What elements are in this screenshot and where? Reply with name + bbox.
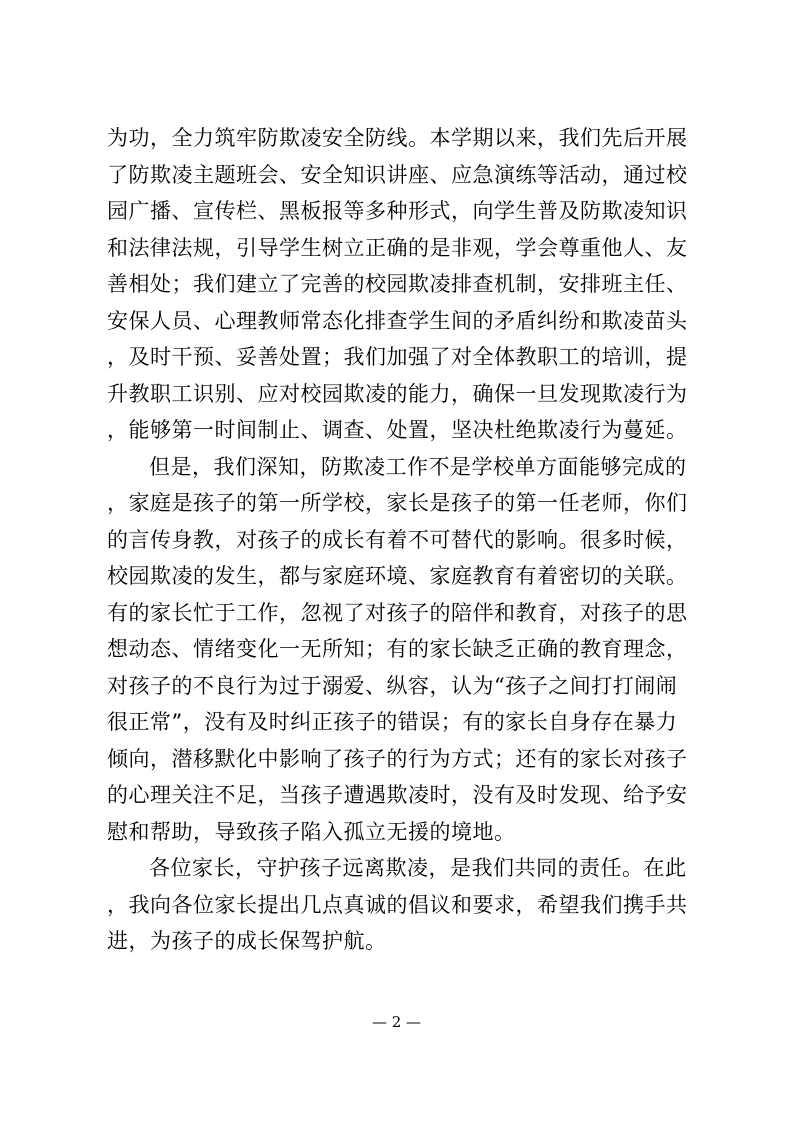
paragraph-2 <box>107 449 707 851</box>
text-line: ，能够第一时间制止、调查、处置，坚决杜绝欺凌行为蔓延。 <box>107 418 688 442</box>
text-line: 进，为孩子的成长保驾护航。 <box>107 929 387 953</box>
text-line: 很正常”，没有及时纠正孩子的错误；有的家长自身存在暴力 <box>107 710 678 734</box>
text-line: 的言传身教，对孩子的成长有着不可替代的影响。很多时候， <box>107 527 688 552</box>
text-line: 倾向，潜移默化中影响了孩子的行为方式；还有的家长对孩子 <box>107 746 688 771</box>
text-line: 校园欺凌的发生，都与家庭环境、家庭教育有着密切的关联。 <box>107 564 688 588</box>
text-line: 慰和帮助，导致孩子陷入孤立无援的境地。 <box>107 819 516 844</box>
text-line: 善相处；我们建立了完善的校园欺凌排查机制，安排班主任、 <box>107 272 688 296</box>
text-line: 了防欺凌主题班会、安全知识讲座、应急演练等活动，通过校 <box>107 162 688 187</box>
text-line: 想动态、情绪变化一无所知；有的家长缺乏正确的教育理念， <box>107 637 688 661</box>
body-text <box>107 120 707 960</box>
text-line: 为功，全力筑牢防欺凌安全防线。本学期以来，我们先后开展 <box>107 126 688 150</box>
text-line: 园广播、宣传栏、黑板报等多种形式，向学生普及防欺凌知识 <box>107 199 688 223</box>
text-line: ，及时干预、妥善处置；我们加强了对全体教职工的培训，提 <box>107 345 688 369</box>
text-line: 各位家长，守护孩子远离欺凌，是我们共同的责任。在此 <box>149 856 687 880</box>
paragraph-1 <box>107 120 707 449</box>
text-line: 有的家长忙于工作，忽视了对孩子的陪伴和教育，对孩子的思 <box>107 600 688 625</box>
text-line: 但是，我们深知，防欺凌工作不是学校单方面能够完成的 <box>149 454 687 479</box>
page-number: — 2 — <box>371 1013 422 1031</box>
text-line: ，我向各位家长提出几点真诚的倡议和要求，希望我们携手共 <box>107 892 688 917</box>
text-line: 的心理关注不足，当孩子遭遇欺凌时，没有及时发现、给予安 <box>107 783 688 807</box>
paragraph-3 <box>107 850 707 960</box>
text-line: 升教职工识别、应对校园欺凌的能力，确保一旦发现欺凌行为 <box>107 381 688 406</box>
text-line: ，家庭是孩子的第一所学校，家长是孩子的第一任老师，你们 <box>107 491 688 515</box>
text-line: 和法律法规，引导学生树立正确的是非观，学会尊重他人、友 <box>107 235 688 260</box>
text-line: 对孩子的不良行为过于溺爱、纵容，认为“孩子之间打打闹闹 <box>107 673 678 698</box>
text-line: 安保人员、心理教师常态化排查学生间的矛盾纠纷和欺凌苗头 <box>107 308 688 333</box>
